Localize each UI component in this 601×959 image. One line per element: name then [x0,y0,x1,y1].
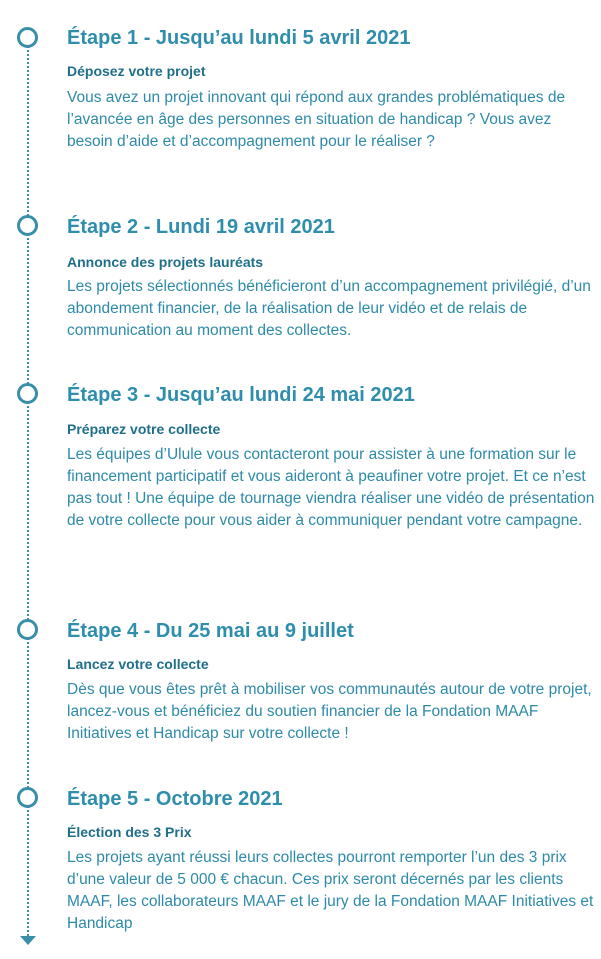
step-subtitle: Déposez votre projet [67,63,206,79]
step-subtitle: Annonce des projets lauréats [67,254,264,270]
step-body: Les équipes d’Ulule vous contacteront pour assister à une formation sur le financement participatif et vous aideront à peaufiner votre projet. Et ce n’est pas tout ! Une équipe de tournage viendra réaliser une vidéo de présentation de votre collecte pour vous aider à communiquer pendant votre campagne. [67,446,595,529]
timeline-dot-icon [17,27,38,48]
step-title: Étape 4 - Du 25 mai au 9 juillet [67,620,354,642]
timeline-dot-icon [17,619,38,640]
step-subtitle: Préparez votre collecte [67,421,221,437]
timeline-dot-icon [17,787,38,808]
step-title: Étape 1 - Jusqu’au lundi 5 avril 2021 [67,27,411,49]
step-body: Dès que vous êtes prêt à mobiliser vos communautés autour de votre projet, lancez-vous et bénéficiez du soutien financier de la Fondation MAAF Initiatives et Handicap sur votre collecte ! [67,681,592,742]
step-title: Étape 3 - Jusqu’au lundi 24 mai 2021 [67,384,415,406]
timeline-arrow-icon [20,936,36,945]
step-body: Les projets ayant réussi leurs collectes pourront remporter l’un des 3 prix d’une valeur de 5 000 € chacun. Ces prix seront décernés par les clients MAAF, les collaborateurs MAAF et le jury de la Fondation MAAF Initiatives et Handicap [67,849,594,932]
step-subtitle: Lancez votre collecte [67,656,209,672]
step-body: Les projets sélectionnés bénéficieront d’un accompagnement privilégié, d’un abondement financier, de la réalisation de leur vidéo et de relais de communication au moment des collectes. [67,278,591,339]
step-title: Étape 5 - Octobre 2021 [67,788,283,810]
timeline-dot-icon [17,383,38,404]
step-body: Vous avez un projet innovant qui répond aux grandes problématiques de l’avancée en âge des personnes en situation de handicap ? Vous avez besoin d’aide et d’accompagnement pour le réaliser ? [67,89,566,150]
step-title: Étape 2 - Lundi 19 avril 2021 [67,216,335,238]
timeline-dot-icon [17,215,38,236]
step-subtitle: Élection des 3 Prix [67,824,192,840]
